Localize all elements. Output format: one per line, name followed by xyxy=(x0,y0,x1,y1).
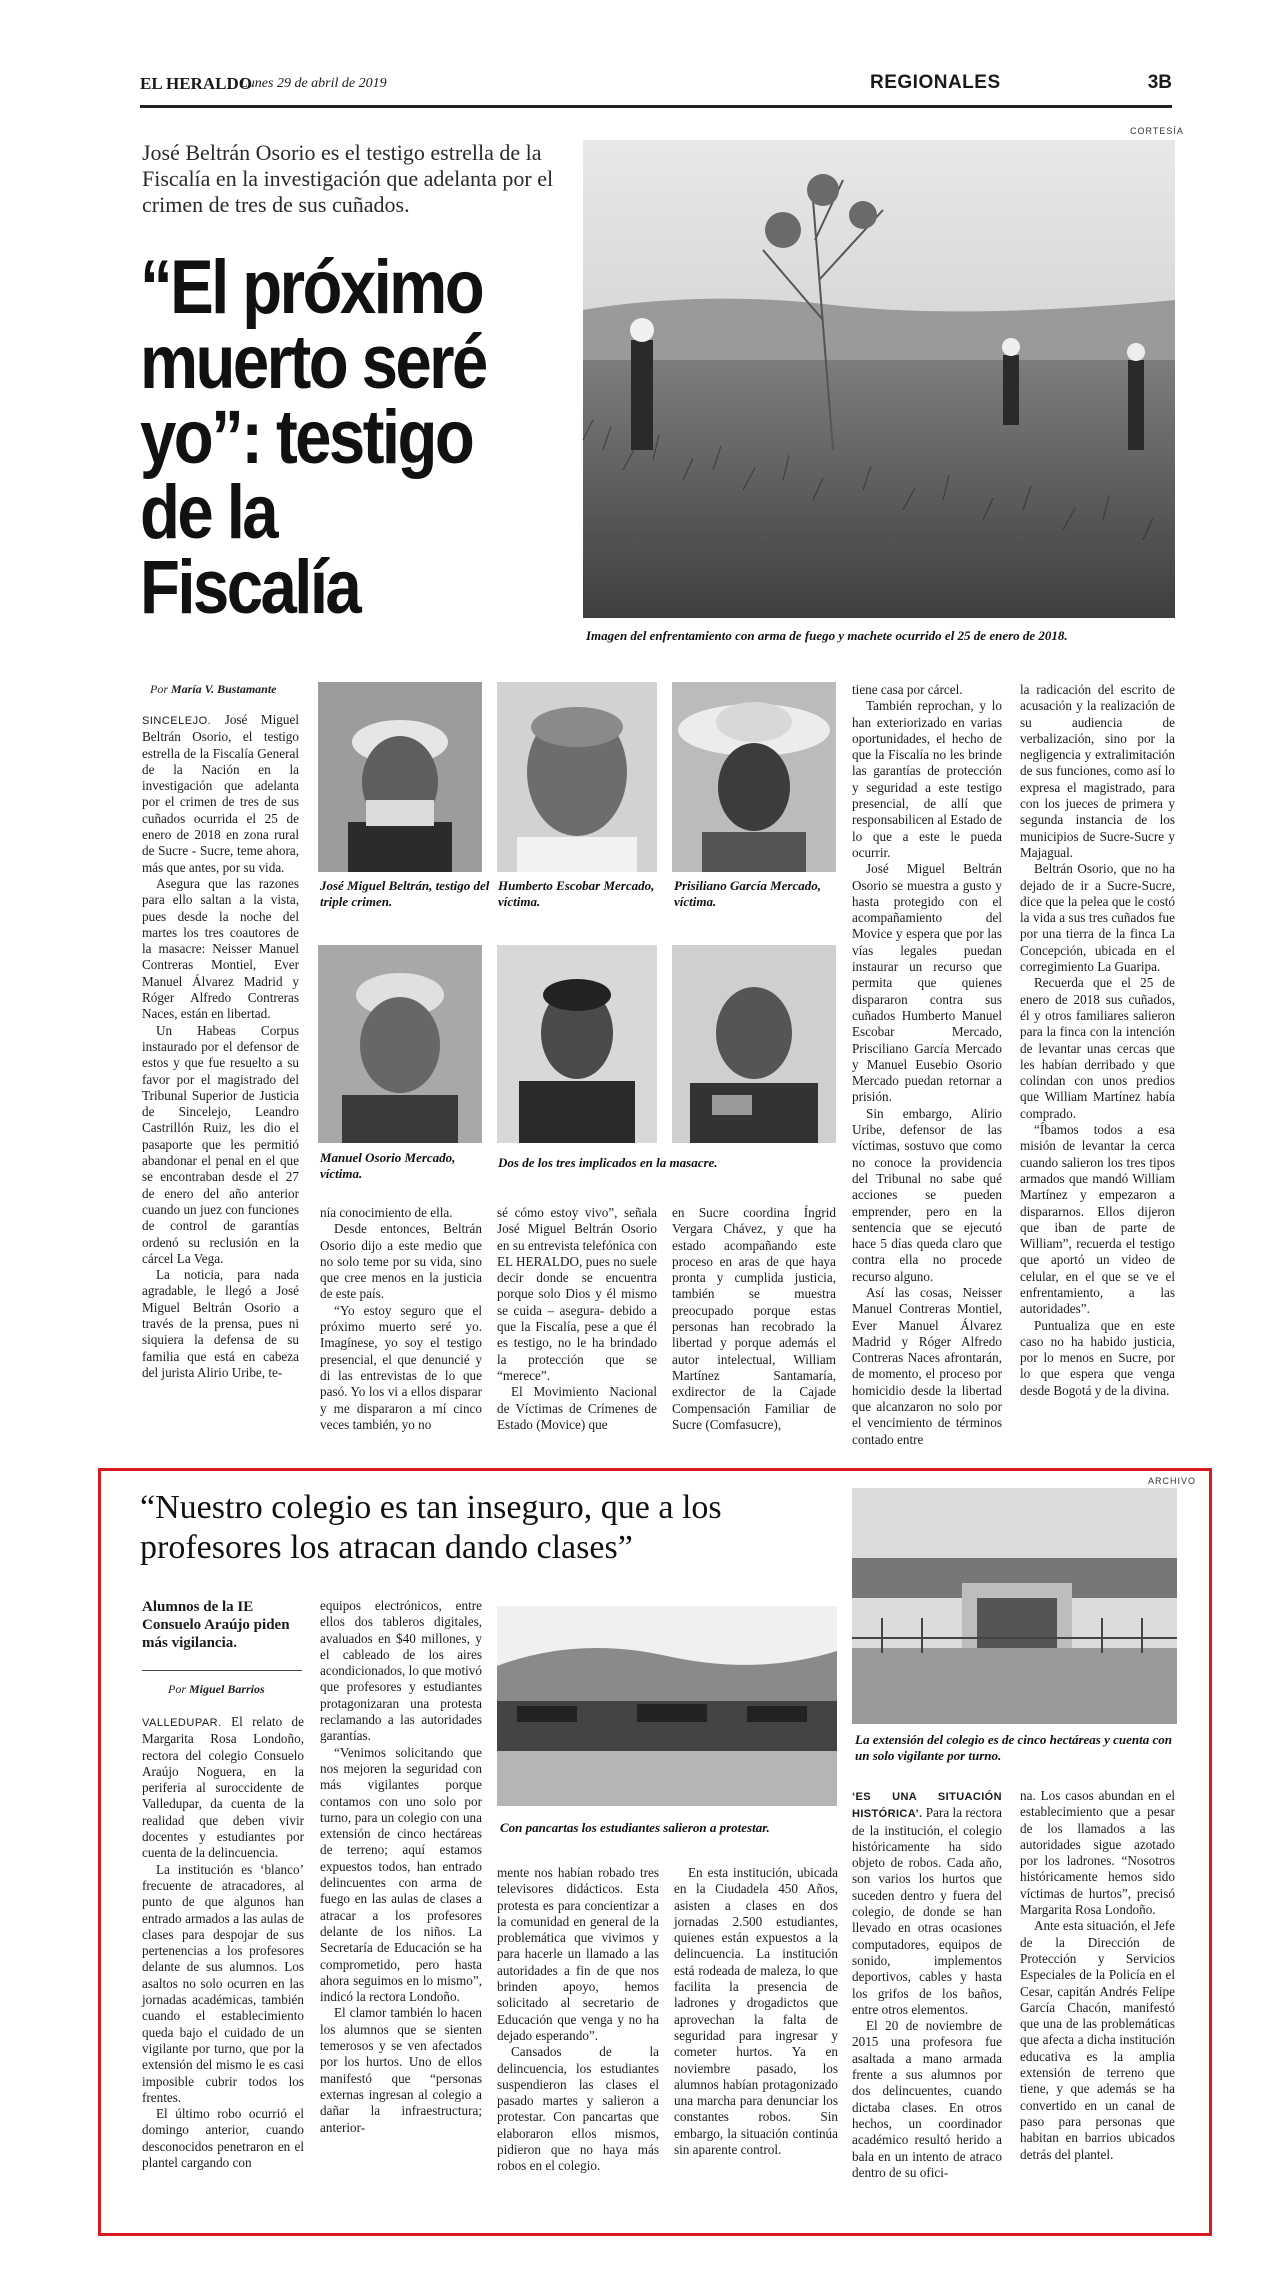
subtitle-divider xyxy=(142,1670,302,1671)
main-col-1: SINCELEJO. José Miguel Beltrán Osorio, el testigo estrella de la Fiscalía General de la Nación en la investigación que adelanta por el crimen de tres de sus cuñados ocurrida el 25 de enero de 2018 en zona rural de Sucre - Sucre, teme ahora, más que antes, por su vida. Asegura que las razones para ello saltan a la vista, pues desde la noche del martes los tres coautores de la masacre: Neisser Manuel Contreras Montiel, Ever Manuel Álvarez Madrid y Róger Alfredo Contreras Naces, están en libertad. Un Habeas Corpus instaurado por el defensor de estos y que fue resuelto a su favor por el magistrado del Tribunal Superior de Justicia de Sincelejo, Leandro Castrillón Ruiz, les dio el pasaporte que les permitió abandonar el penal en el que se encontraban desde el 27 de enero del año anterior cuando un juez con funciones de control de garantías ordenó su reclusión en la cárcel La Vega. La noticia, para nada agradable, le llegó a José Miguel Beltrán Osorio a través de la prensa, pues ni siquiera la defensa de su familia que está en cabeza del jurista Alirio Uribe, te- xyxy=(142,712,299,1380)
field-photo-caption: Imagen del enfrentamiento con arma de fuego y machete ocurrido el 25 de enero de 2018. xyxy=(586,628,1068,643)
portrait-caption-escobar: Humberto Escobar Mercado, víctima. xyxy=(498,878,655,909)
protest-caption: Con pancartas los estudiantes salieron a protestar. xyxy=(500,1820,770,1835)
school-entrance-caption: La extensión del colegio es de cinco hectáreas y cuenta con un solo vigilante por turno. xyxy=(855,1732,1173,1763)
dateline: SINCELEJO. xyxy=(142,715,212,727)
school-photo-credit: ARCHIVO xyxy=(1148,1476,1197,1486)
field-photo xyxy=(583,140,1175,618)
school-col-1: VALLEDUPAR. El relato de Margarita Rosa Londoño, rectora del colegio Consuelo Araújo Noguera, en la periferia al suroccidente de Valledupar, da cuenta de la realidad que deben vivir docentes y estudiantes por cuenta de la delincuencia. La institución es ‘blanco’ frecuente de atracadores, al punto de que algunos han entrado armados a las aulas de clases para despojar de sus pertenencias a los profesores delante de sus alumnos. Los asaltos no solo ocurren en las jornadas académicas, también cuando el establecimiento queda bajo el cuidado de un vigilante por turno, que por la extensión del mismo le es casi imposible cubrir todos los frentes. El último robo ocurrió el domingo anterior, cuando desconocidos penetraron en el plantel cargando con xyxy=(142,1714,304,2171)
main-headline: “El próximo muerto seré yo”: testigo de la Fiscalía xyxy=(140,245,486,630)
school-col-6: na. Los casos abundan en el establecimiento que a pesar de los llamados a las autoridades sigue azotado por los ladrones. “Nosotros históricamente hemos sido víctimas de hurtos”, precisó Margarita Rosa Londoño. Ante esta situación, el Jefe de la Dirección de Protección y Servicios Especiales de la Policía en el Cesar, capitán Andrés Felipe García Chacón, manifestó que una de las problemáticas que afecta a dicha institución educativa es la amplia extensión de terreno que tiene, y que además se ha convertido en un canal de paso para personas que habitan en barrios ubicados detrás del plantel. xyxy=(1020,1788,1175,2162)
main-byline: Por María V. Bustamante xyxy=(150,682,277,696)
portrait-beltran xyxy=(318,682,482,872)
portrait-caption-beltran: José Miguel Beltrán, testigo del triple crimen. xyxy=(320,878,490,909)
school-headline: “Nuestro colegio es tan inseguro, que a los profesores los atracan dando clases” xyxy=(140,1489,722,1566)
school-byline-author: Miguel Barrios xyxy=(189,1682,265,1696)
page-number: 3B xyxy=(1147,72,1172,93)
protest-photo xyxy=(497,1606,837,1806)
main-col-2: nía conocimiento de ella. Desde entonces, Beltrán Osorio dijo a este medio que no solo teme por su vida, sino que cree menos en la justicia de este país. “Yo estoy seguro que el próximo muerto seré yo. Imagínese, yo soy el testigo presencial, el que denuncié y di las entrevistas de lo que pasó. Yo los vi a ellos disparar y me dispararon a mí cinco veces también, yo no xyxy=(320,1205,482,1432)
main-col-4: en Sucre coordina Íngrid Vergara Chávez, y que ha estado acompañando este proceso en aras de que haya pronta y cumplida justicia, también se muestra preocupado porque estas personas han recobrado la libertad y porque además el autor intelectual, William Martínez Santamaría, exdirector de la Cajade Compensación Familiar de Sucre (Comfasucre), xyxy=(672,1205,836,1432)
school-subhead: ‘ES UNA SITUACIÓN HISTÓRICA’. xyxy=(852,1791,1002,1821)
portrait-caption-osorio: Manuel Osorio Mercado, víctima. xyxy=(320,1150,456,1181)
school-entrance-photo xyxy=(852,1488,1177,1724)
main-byline-author: María V. Bustamante xyxy=(171,682,277,696)
main-col-3: sé cómo estoy vivo”, señala José Miguel Beltrán Osorio en su entrevista telefónica con EL HERALDO, pues no suele decir donde se encuentra porque solo Dios y él mismo se cuida – asegura- debido a que la Fiscalía, pese a que él es testigo, no le ha brindado la protección que se “merece”. El Movimiento Nacional de Víctimas de Crímenes de Estado (Movice) que xyxy=(497,1205,657,1432)
main-col-6: la radicación del escrito de acusación y la realización de su audiencia de verbalización, sino por la negligencia y extralimitación de sus funciones, como así lo expresa el magistrado, para con los jueces de primera y segunda instancia de los municipios de Sucre-Sucre y Majagual. Beltrán Osorio, que no ha dejado de ir a Sucre-Sucre, dice que la pelea que le costó la vida a sus tres cuñados fue por una tierra de la finca La Concepción, ubicada en el corregimiento La Guaripa. Recuerda que el 25 de enero de 2018 sus cuñados, él y otros familiares salieron para la finca con la intención de levantar unas cercas que les habían derribado y que colindan con unos predios que William Martínez había comprado. “Íbamos todos a esa misión de levantar la cerca cuando salieron los tres tipos armados que mandó William Martínez y empezaron a dispararnos. Ellos dijeron que iban de parte de William”, recuerda el testigo que aportó un video de celular, en el que se ve el enfrentamiento, a las autoridades”. Puntualiza que en este caso no ha habido justicia, por lo menos en Sucre, por lo que espera que venga desde Bogotá y de la divina. xyxy=(1020,682,1175,1398)
portrait-caption-garcia: Prisiliano García Mercado, víctima. xyxy=(674,878,821,909)
section-name: REGIONALES xyxy=(870,72,1001,93)
school-col-2: equipos electrónicos, entre ellos dos tableros digitales, avaluados en $40 millones, y el cableado de los aires acondicionados, lo que motivó que profesores y estudiantes protagonizaran una protesta reclamando a las autoridades garantías. “Venimos solicitando que nos mejoren la seguridad con más vigilantes porque contamos con uno solo por turno, para un colegio con una extensión de cinco hectáreas de terreno; aquí estamos expuestos todos, han entrado delincuentes con arma de fuego en las aulas de clases a atracar a los profesores delante de los niños. La Secretaría de Educación se ha comprometido, pero hasta ahora seguimos en lo mismo”, indicó la rectora Londoño. El clamor también lo hacen los alumnos que se sienten temerosos y se ven afectados por los hurtos. Uno de ellos manifestó que “personas externas ingresan al colegio a dañar la infraestructura; anterior- xyxy=(320,1598,482,2135)
school-col-4: En esta institución, ubicada en la Ciudadela 450 Años, asisten a clases en dos jornadas 2.500 estudiantes, quienes están expuestos a la delincuencia. La institución está rodeada de maleza, lo que facilita la presencia de ladrones y drogadictos que aprovechan la falta de seguridad para ingresar y cometer hurtos. Ya en noviembre pasado, los alumnos habían protagonizado una marcha para denunciar los constantes robos. Sin embargo, la situación continúa sin aparente control. xyxy=(674,1865,838,2158)
main-col-5: tiene casa por cárcel. También reprochan, y lo han exteriorizado en varias oportunidades, el hecho de que la Fiscalía no les brinde las garantías de protección y seguridad a este testigo presencial, de allí que responsabilicen al Estado de lo que a este le pueda ocurrir. José Miguel Beltrán Osorio se muestra a gusto y hasta protegido con el acompañamiento del Movice y espera que por las vías legales puedan instaurar un recurso que permita que quienes dispararon contra sus cuñados Humberto Manuel Escobar Mercado, Prisciliano García Mercado y Manuel Eusebio Osorio Mercado puedan retornar a prisión. Sin embargo, Alirio Uribe, defensor de las víctimas, sostuvo que como no conoce la providencia del Tribunal no sabe qué acciones se pueden emprender, pero en la sentencia que se ejecutó hace 5 días queda claro que contra ella no procede recurso alguno. Así las cosas, Neisser Manuel Contreras Montiel, Ever Manuel Álvarez Madrid y Róger Alfredo Contreras Naces afrontarán, de momento, el proceso por homicidio desde la libertad que alcanzaron no solo por el vencimiento de términos contado entre xyxy=(852,682,1002,1447)
story-kicker: José Beltrán Osorio es el testigo estrella de la Fiscalía en la investigación que adelanta por el crimen de tres de sus cuñados. xyxy=(142,140,554,217)
school-col-3: mente nos habían robado tres televisores didácticos. Esta protesta es para concientizar a la comunidad en general de la problemática que vivimos y para hacerle un llamado a las autoridades a fin de que nos brinden apoyo, hemos solicitado al secretario de Educación que venga y no ha dejado esperando”. Cansados de la delincuencia, los estudiantes suspendieron las clases el pasado martes y salieron a protestar. Con pancartas que elaboraron ellos mismos, pidieron que no haya más robos en el colegio. xyxy=(497,1865,659,2174)
school-dateline: VALLEDUPAR. xyxy=(142,1717,222,1729)
portrait-caption-implicated: Dos de los tres implicados en la masacre. xyxy=(498,1155,718,1170)
school-col-5: ‘ES UNA SITUACIÓN HISTÓRICA’. Para la rectora de la institución, el colegio históricamente ha sido objeto de robos. Cada año, son varios los hurtos que suceden dentro y fuera del colegio, de donde se han llevado en otras ocasiones computadores, equipos de sonido, implementos deportivos, cables y hasta los grifos de los baños, entre otros elementos. El 20 de noviembre de 2015 una profesora fue asaltada a mano armada frente a sus alumnos por dos delincuentes, cuando dictaba clases. En otros hechos, un coordinador académico resultó herido a bala en un intento de atraco dentro de su ofici- xyxy=(852,1791,1002,2180)
portrait-implicated-1 xyxy=(497,945,657,1143)
newspaper-name: EL HERALDO xyxy=(140,74,252,93)
portrait-osorio xyxy=(318,945,482,1143)
school-byline: Por Miguel Barrios xyxy=(168,1682,265,1696)
portrait-escobar xyxy=(497,682,657,872)
issue-date: Lunes 29 de abril de 2019 xyxy=(240,76,387,91)
school-subtitle: Alumnos de la IE Consuelo Araújo piden más vigilancia. xyxy=(142,1599,290,1651)
portrait-garcia xyxy=(672,682,836,872)
portrait-implicated-2 xyxy=(672,945,836,1143)
photo-credit: CORTESÍA xyxy=(1130,126,1184,136)
page-header xyxy=(140,66,1172,108)
